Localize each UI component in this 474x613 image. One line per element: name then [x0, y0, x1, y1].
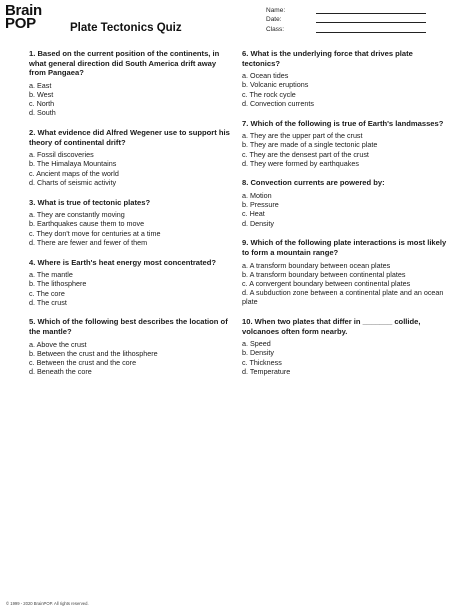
answer-options	[29, 270, 234, 307]
date-field[interactable]	[266, 14, 426, 24]
answer-option[interactable]: b. The Himalaya Mountains	[29, 159, 117, 169]
class-label: Class:	[266, 25, 285, 33]
question	[242, 178, 452, 227]
question-text: 2. What evidence did Alfred Wegener use to support his theory of continental drift?	[29, 128, 230, 147]
answer-option[interactable]: d. There are fewer and fewer of them	[29, 237, 148, 247]
answer-option[interactable]: c. Thickness	[242, 357, 282, 367]
answer-option[interactable]: c. The rock cycle	[242, 89, 296, 99]
answer-option[interactable]: c. Ancient maps of the world	[29, 168, 119, 178]
answer-option[interactable]: a. Above the crust	[29, 339, 87, 349]
class-line[interactable]	[316, 26, 426, 33]
answer-option[interactable]: a. Ocean tides	[242, 71, 289, 81]
question	[242, 238, 452, 306]
student-info-fields	[266, 4, 426, 33]
answer-option[interactable]: d. Density	[242, 218, 274, 228]
question-text: 3. What is true of tectonic plates?	[29, 197, 151, 207]
name-line[interactable]	[316, 7, 426, 14]
answer-option[interactable]: c. A convergent boundary between continental plates	[242, 278, 411, 288]
answer-option[interactable]: d. A subduction zone between a continental plate and an ocean plate	[242, 288, 444, 307]
answer-option[interactable]: b. Volcanic eruptions	[242, 80, 309, 90]
question	[29, 317, 234, 376]
answer-option[interactable]: b. Between the crust and the lithosphere	[29, 348, 158, 358]
question	[242, 49, 452, 108]
answer-option[interactable]: c. They don't move for centuries at a time	[29, 228, 161, 238]
answer-options	[29, 340, 234, 377]
answer-option[interactable]: a. They are constantly moving	[29, 210, 125, 220]
copyright-footer: © 1999 - 2020 BrainPOP. All rights reserved.	[6, 601, 89, 606]
answer-option[interactable]: d. Convection currents	[242, 98, 314, 108]
question-text: 8. Convection currents are powered by:	[242, 178, 385, 188]
answer-options	[29, 150, 234, 187]
answer-option[interactable]: c. North	[29, 99, 55, 109]
answer-option[interactable]: b. West	[29, 89, 54, 99]
answer-option[interactable]: c. Between the crust and the core	[29, 358, 137, 367]
question	[242, 317, 452, 376]
answer-option[interactable]: a. The mantle	[29, 270, 73, 280]
question-text: 5. Which of the following best describes the location of the mantle?	[29, 317, 228, 336]
answer-options	[242, 71, 452, 108]
answer-option[interactable]: d. Beneath the core	[29, 367, 92, 377]
answer-option[interactable]: d. South	[29, 108, 56, 118]
question	[29, 198, 234, 247]
name-field[interactable]	[266, 4, 426, 14]
question-text: 4. Where is Earth's heat energy most concentrated?	[29, 257, 217, 267]
answer-option[interactable]: d. Charts of seismic activity	[29, 177, 117, 187]
question	[29, 128, 234, 187]
answer-option[interactable]: a. Motion	[242, 191, 272, 200]
question	[29, 49, 234, 118]
answer-options	[242, 339, 452, 376]
logo-line-1: Brain	[5, 2, 42, 19]
answer-option[interactable]: d. Temperature	[242, 366, 291, 376]
answer-option[interactable]: b. They are made of a single tectonic plate	[242, 140, 378, 150]
answer-option[interactable]: b. Earthquakes cause them to move	[29, 219, 145, 229]
answer-option[interactable]: a. Fossil discoveries	[29, 150, 94, 160]
brainpop-logo	[5, 4, 42, 30]
answer-option[interactable]: d. They were formed by earthquakes	[242, 158, 359, 168]
answer-option[interactable]: b. Pressure	[242, 200, 279, 210]
answer-option[interactable]: a. A transform boundary between ocean plates	[242, 260, 391, 270]
answer-options	[29, 210, 234, 247]
logo-line-2: POP	[5, 15, 36, 32]
date-label: Date:	[266, 16, 282, 23]
question-text: 7. Which of the following is true of Earth's landmasses?	[242, 118, 444, 128]
answer-option[interactable]: b. The lithosphere	[29, 279, 87, 289]
date-line[interactable]	[316, 16, 426, 23]
question	[242, 119, 452, 168]
answer-option[interactable]: c. They are the densest part of the crust	[242, 149, 369, 159]
right-question-column	[242, 49, 452, 387]
answer-option[interactable]: a. East	[29, 80, 52, 90]
answer-option[interactable]: a. Speed	[242, 339, 271, 349]
answer-options	[242, 261, 452, 307]
left-question-column	[29, 49, 234, 387]
answer-option[interactable]: c. The core	[29, 288, 65, 298]
class-field[interactable]	[266, 23, 426, 33]
question-text: 1. Based on the current position of the continents, in what general direction did South America drift away from Pangaea?	[29, 49, 220, 78]
question-text: 6. What is the underlying force that drives plate tectonics?	[242, 49, 413, 68]
answer-option[interactable]: c. Heat	[242, 209, 265, 219]
answer-options	[242, 131, 452, 168]
answer-option[interactable]: d. The crust	[29, 297, 67, 307]
answer-option[interactable]: b. A transform boundary between continental plates	[242, 269, 406, 279]
answer-option[interactable]: a. They are the upper part of the crust	[242, 131, 363, 141]
page-title: Plate Tectonics Quiz	[70, 22, 182, 34]
question	[29, 258, 234, 307]
answer-option[interactable]: b. Density	[242, 348, 274, 358]
answer-options	[242, 191, 452, 228]
question-text: 10. When two plates that differ in _______ collide, volcanoes often form nearby.	[242, 317, 421, 336]
question-text: 9. Which of the following plate interactions is most likely to form a mountain range?	[242, 238, 447, 257]
name-label: Name:	[266, 6, 286, 14]
answer-options	[29, 81, 234, 118]
